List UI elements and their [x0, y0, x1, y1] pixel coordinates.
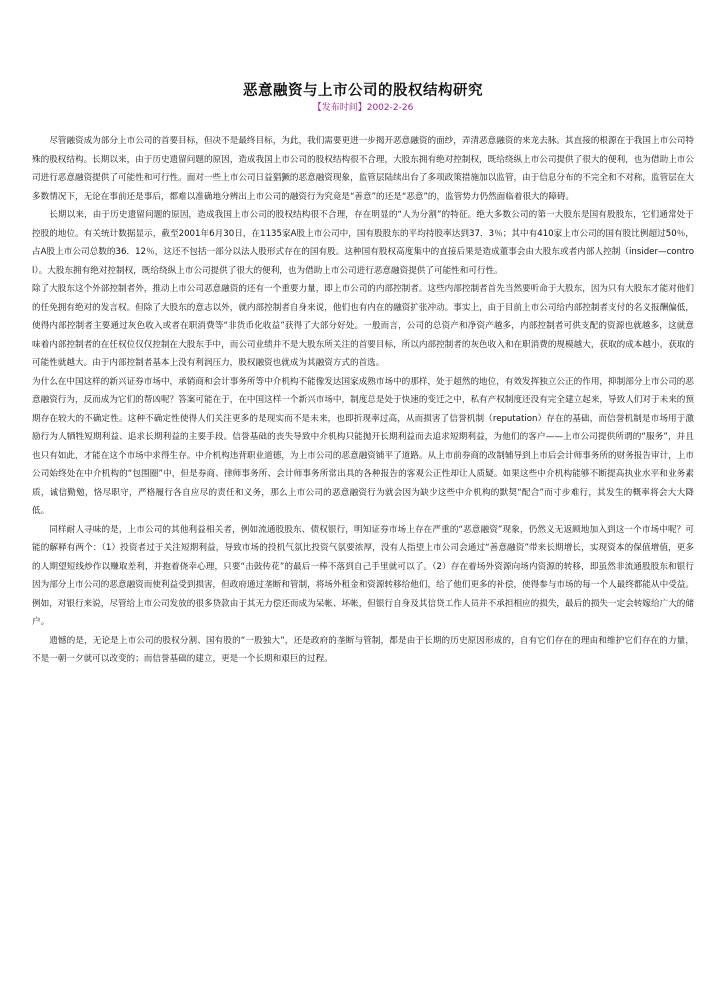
paragraph-5: 同样耐人寻味的是，上市公司的其他利益相关者，例如流通股股东、债权银行，明知证券市场上存在严重的“恶意融资”现象，仍然义无返顾地加入到这一个市场中呢？可能的解释有两个：（1）投资者过于关注短期利益，导致市场的投机气氛比投资气氛要浓厚，没有人指望上市公司会通过“善意融资”带来长期增长，实现资本的保值增值，更多的人期望短线炒作以赚取差利，并抱着侥幸心理，只要“击鼓传花”的最后一棒不落到自己手里就可以了。（2）存在着场外资源向场内资源的转移，即虽然非流通股股东和银行因为部分上市公司的恶意融资而使利益受到损害，但政府通过垄断和管制，将场外租金和资源转移给他们，给了他们更多的补偿，使得参与市场的每一个人最终都能从中受益。例如，对银行来说，尽管给上市公司发放的很多贷款由于其无力偿还而成为呆帐、坏帐，但银行自身及其信贷工作人员并不承担相应的损失，最后的损失一定会转嫁给广大的储户。 [32, 524, 694, 627]
paragraph-3: 除了大股东这个外部控制者外，推动上市公司恶意融资的还有一个重要力量，即上市公司的内部控制者。这些内部控制者首先当然要听命于大股东，因为只有大股东才能对他们的任免拥有绝对的发言权。但除了大股东的意志以外，就内部控制者自身来说，他们也有内在的融资扩张冲动。事实上，由于目前上市公司给内部控制者支付的名义报酬偏低，使得内部控制者主要通过灰色收入或者在职消费等“非货币化收益”获得了大部分好处。一般而言，公司的总资产和净资产越多，内部控制者可供支配的资源也就越多，这就意味着内部控制者的在任权位仅仅控制在大股东手中，而公司业绩并不是大股东所关注的首要目标，所以内部控制者的灰色收入和在职消费的规模越大，获取的成本越小，获取的可能性就越大。由于内部控制者基本上没有利润压力，股权融资也就成为其融资方式的首选。 [32, 284, 694, 368]
paragraph-6: 遗憾的是，无论是上市公司的股权分割、国有股的“一股独大”，还是政府的垄断与管制，都是由于长期的历史原因形成的，自有它们存在的理由和维护它们存在的力量，不是一朝一夕就可以改变的；而信誉基础的建立，更是一个长期和艰巨的过程。 [32, 635, 694, 664]
paragraph-4: 为什么在中国这样的新兴证券市场中，承销商和会计事务所等中介机构不能像发达国家成熟市场中的那样，处于超然的地位，有效发挥独立公正的作用，抑制部分上市公司的恶意融资行为，反而成为它们的帮凶呢？答案可能在于，在中国这样一个新兴市场中，制度总是处于快速的变迁之中，私有产权制度还没有完全建立起来，导致人们对于未来的预期存在较大的不确定性。这种不确定性使得人们关注更多的是现实而不是未来，也即折现率过高，从而损害了信誉机制（reputation）存在的基础，而信誉机制是市场用于激励行为人牺牲短期利益、追求长期利益的主要手段。信誉基础的丧失导致中介机构只能抛开长期利益而去追求短期利益，为他们的客户——上市公司提供所谓的“服务”，并且也只有如此，才能在这个市场中求得生存。中介机构违背职业道德，为上市公司的恶意融资铺平了道路。从上市前券商的改制辅导到上市后会计师事务所的财务报告审计，上市公司始终处在中介机构的“包围圈”中，但是券商、律师事务所、会计师事务所常出具的各种报告的客观公正性却让人质疑。如果这些中介机构能够不断提高执业水平和业务素质，诚信勤勉，恪尽职守，严格履行各自应尽的责任和义务，那么上市公司的恶意融资行为就会因为缺少这些中介机构的默契“配合”而寸步难行，其发生的概率将会大大降低。 [32, 376, 694, 516]
article-body [32, 132, 694, 669]
publish-date-label: 【发布时间】 [312, 103, 367, 113]
article-title: 恶意融资与上市公司的股权结构研究 [243, 83, 483, 99]
publish-date-line [32, 101, 694, 115]
paragraph-2: 长期以来，由于历史遗留问题的原因，造成我国上市公司的股权结构很不合理，存在明显的“人为分割”的特征。绝大多数公司的第一大股东是国有股股东，它们通常处于控股的地位。有关统计数据显示，截至2001年6月30日，在1135家A股上市公司中，国有股股东的平均持股率达到37．3％；其中有410家上市公司的国有股比例超过50％，占A股上市公司总数的36．12％，这还不包括一部分以法人股形式存在的国有股。这种国有股权高度集中的直接后果是造成董事会由大股东或者内部人控制（insider—control）。大股东拥有绝对控制权，既给绕纵上市公司提供了很大的便利，也为借助上市公司进行恶意融资提供了可能性和可行性。 [32, 210, 694, 276]
publish-date-value: 2002-2-26 [366, 103, 414, 113]
article [32, 82, 694, 669]
paragraph-1: 尽管融资成为部分上市公司的首要目标，但决不是最终目标，为此，我们需要更进一步揭开恶意融资的面纱，弄清恶意融资的来龙去脉。其直接的根源在于我国上市公司特殊的股权结构。长期以来，由于历史遗留问题的原因，造成我国上市公司的股权结构很不合理，大股东拥有绝对控制权，既给绕纵上市公司提供了很大的便利，也为借助上市公司进行恶意融资提供了可能性和可行性。面对一些上市公司日益猖獗的恶意融资现象，监管层陆续出台了多项政策措施加以监管，由于信息分布的不完全和不对称，监管层在大多数情况下，无论在事前还是事后，都难以准确地分辨出上市公司的融资行为究竟是“善意”的还是“恶意”的，监管势力仍然面临着很大的障碍。 [32, 136, 694, 202]
